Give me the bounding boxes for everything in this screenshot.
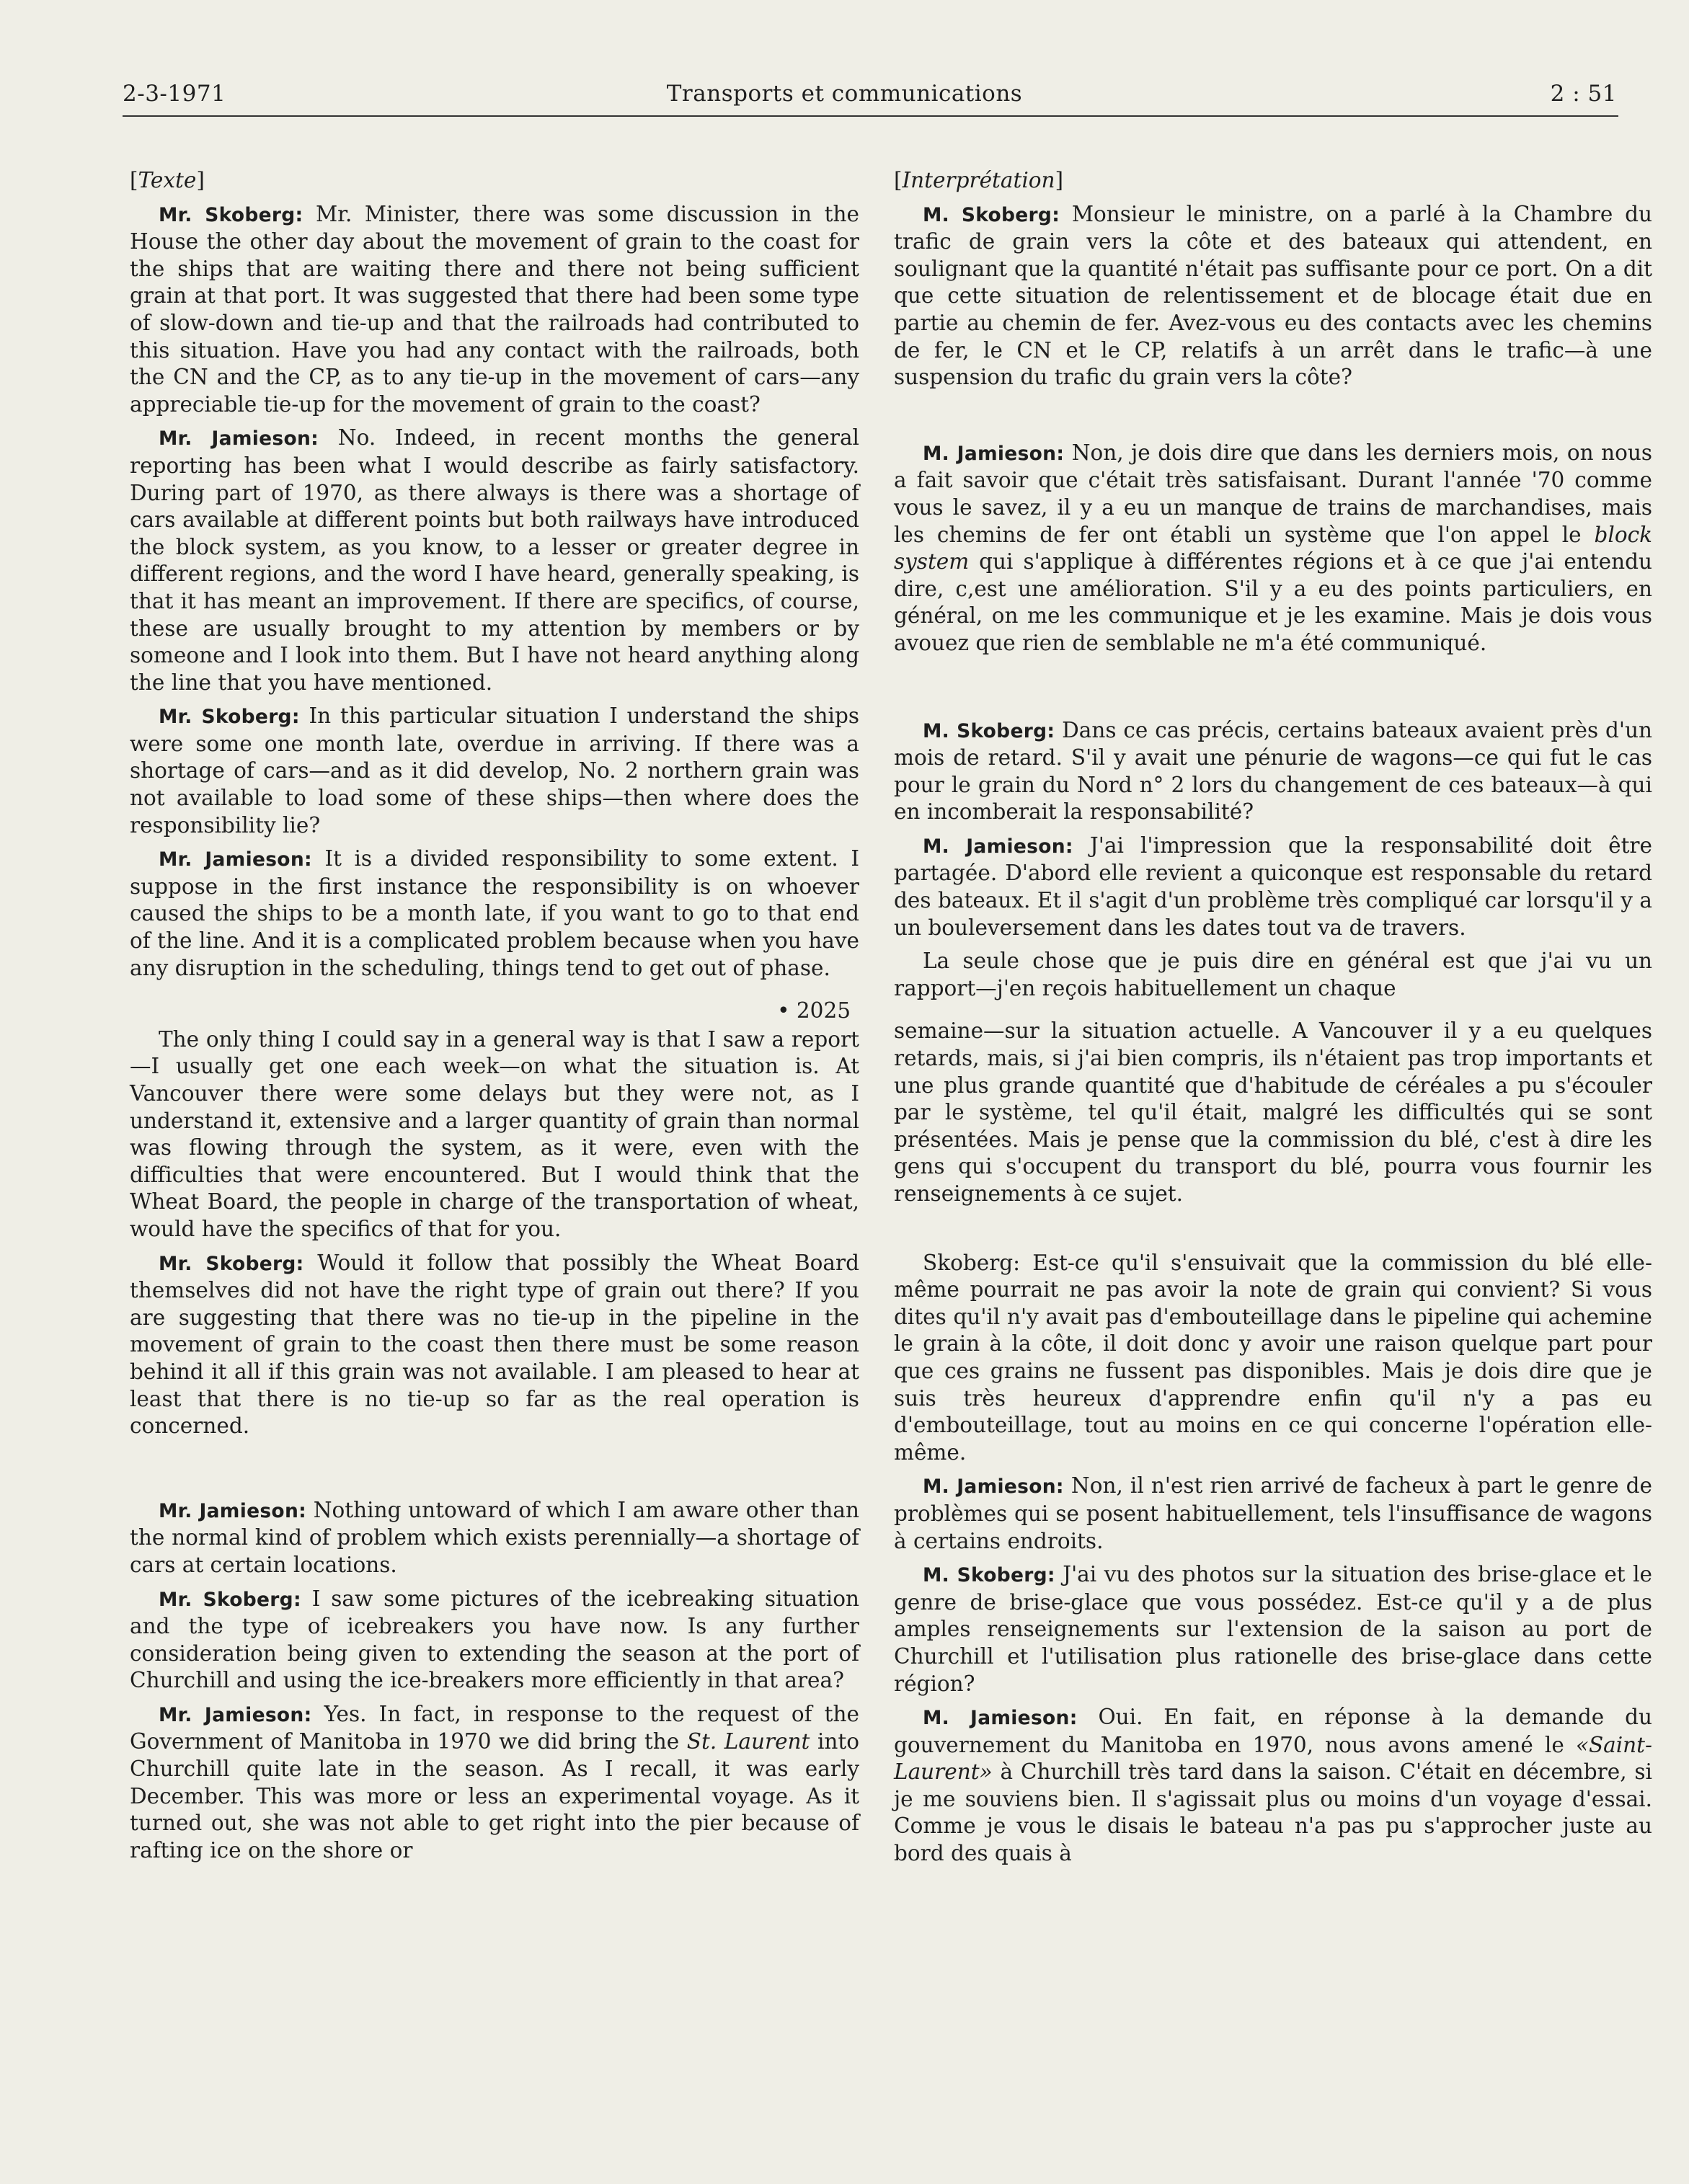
paragraph: La seule chose que je puis dire en général est que j'ai vu un rapport—j'en reçois habituellement un chaque bbox=[894, 949, 1652, 1000]
speaker-name: M. Jamieson: bbox=[923, 1475, 1064, 1499]
section-tag: [Interprétation] bbox=[894, 168, 1064, 192]
paragraph: Mr. Skoberg: Mr. Minister, there was some discussion in the House the other day about the movement of grain to the coast for the ships that are waiting there and there not being sufficient grain at that port. It was suggested that there had been some type of slow-down and tie-up and that the railroads had contributed to this situation. Have you had any contact with the railroads, both the CN and the CP, as to any tie-up in the movement of cars—any appreciable tie-up for the movement of grain to the coast? bbox=[130, 201, 859, 417]
speaker-name: M. Jamieson: bbox=[923, 1707, 1078, 1730]
header-page-number: 2 : 51 bbox=[1550, 81, 1617, 107]
paragraph: Mr. Skoberg: I saw some pictures of the icebreaking situation and the type of icebreakers you have now. Is any further consideration being given to extending the season at the port of Churchill and using the ice-breakers more efficiently in that area? bbox=[130, 1586, 859, 1693]
paragraph: M. Jamieson: J'ai l'impression que la responsabilité doit être partagée. D'abord elle revient a quiconque est responsable du retard des bateaux. Et il s'agit d'un problème très compliqué car lorsqu'il y a un bouleversement dans les dates tout va de travers. bbox=[894, 833, 1652, 940]
speaker-name: Mr. Jamieson: bbox=[159, 1499, 307, 1522]
paragraph: Mr. Skoberg: Would it follow that possibly the Wheat Board themselves did not have the right type of grain out there? If you are suggesting that there was no tie-up in the pipeline in the movement of grain to the coast then there must be some reason behind it all if this grain was not available. I am pleased to hear at least that there is no tie-up so far as the real operation is concerned. bbox=[130, 1250, 859, 1439]
header-rule bbox=[123, 115, 1618, 117]
section-tag: [Texte] bbox=[130, 168, 205, 192]
speaker-name: Mr. Skoberg: bbox=[159, 203, 303, 226]
speaker-name: Mr. Skoberg: bbox=[159, 1252, 304, 1275]
speaker-name: Mr. Jamieson: bbox=[159, 427, 319, 450]
header-date: 2-3-1971 bbox=[123, 81, 226, 107]
paragraph: Mr. Skoberg: In this particular situation I understand the ships were some one month late, overdue in arriving. If there was a shortage of cars—and as it did develop, No. 2 northern grain was not available to load some of these ships—then where does the responsibility lie? bbox=[130, 703, 859, 838]
speaker-name: M. Jamieson: bbox=[923, 835, 1073, 858]
paragraph: M. Jamieson: Non, il n'est rien arrivé de facheux à part le genre de problèmes qui se posent habituellement, tels l'insuffisance de wagons à certains endroits. bbox=[894, 1473, 1652, 1553]
speaker-name: Mr. Skoberg: bbox=[159, 1588, 301, 1611]
paragraph: semaine—sur la situation actuelle. A Vancouver il y a eu quelques retards, mais, si j'ai bien compris, ils n'étaient pas trop importants et une plus grande quantité que d'habitude de céréales a pu s'écouler par le système, tel qu'il était, malgré les difficultés qui se sont présentées. Mais je pense que la commission du blé, c'est à dire les gens qui s'occupent du transport du blé, pourra vous fournir les renseignements à ce sujet. bbox=[894, 1018, 1652, 1206]
english-column bbox=[130, 167, 859, 1864]
paragraph: Mr. Jamieson: Nothing untoward of which I am aware other than the normal kind of problem which exists perennially—a shortage of cars at certain locations. bbox=[130, 1497, 859, 1577]
paragraph: The only thing I could say in a general way is that I saw a report—I usually get one each week—on what the situation is. At Vancouver there were some delays but they were not, as I understand it, extensive and a larger quantity of grain than normal was flowing through the system, as it were, even with the difficulties that were encountered. But I would think that the Wheat Board, the people in charge of the transportation of wheat, would have the specifics of that for you. bbox=[130, 1026, 859, 1241]
paragraph: Mr. Jamieson: It is a divided responsibility to some extent. I suppose in the first instance the responsibility is on whoever caused the ships to be a month late, if you want to go to that end of the line. And it is a complicated problem because when you have any disruption in the scheduling, things tend to get out of phase. bbox=[130, 846, 859, 980]
paragraph: M. Skoberg: Dans ce cas précis, certains bateaux avaient près d'un mois de retard. S'il y avait une pénurie de wagons—ce qui fut le cas pour le grain du Nord n° 2 lors du changement de ces bateaux—à qui en incomberait la responsabilité? bbox=[894, 717, 1652, 825]
header-title: Transports et communications bbox=[666, 81, 1023, 107]
paragraph: Mr. Jamieson: Yes. In fact, in response to the request of the Government of Manitoba in 1970 we did bring the St. Laurent into Churchill quite late in the season. As I recall, it was early December. This was more or less an experimental voyage. As it turned out, she was not able to get right into the pier because of rafting ice on the shore or bbox=[130, 1701, 859, 1863]
speaker-name: M. Skoberg: bbox=[923, 1564, 1055, 1587]
speaker-name: Mr. Skoberg: bbox=[159, 706, 300, 729]
paragraph: M. Jamieson: Oui. En fait, en réponse à la demande du gouvernement du Manitoba en 1970, nous avons amené le «Saint-Laurent» à Churchill très tard dans la saison. C'était en décembre, si je me souviens bien. Il s'agissait plus ou moins d'un voyage d'essai. Comme je vous le disais le bateau n'a pas pu s'approcher juste au bord des quais à bbox=[894, 1705, 1652, 1866]
french-column bbox=[894, 167, 1652, 1868]
paragraph: M. Skoberg: J'ai vu des photos sur la situation des brise-glace et le genre de brise-glace que vous possédez. Est-ce qu'il y a de plus amples renseignements sur l'extension de la saison au port de Churchill et l'utilisation plus rationelle des brise-glace dans cette région? bbox=[894, 1562, 1652, 1696]
speaker-name: Mr. Jamieson: bbox=[159, 1703, 312, 1726]
speaker-name: M. Skoberg: bbox=[923, 719, 1055, 742]
speaker-name: Mr. Jamieson: bbox=[159, 848, 312, 871]
paragraph: M. Skoberg: Monsieur le ministre, on a parlé à la Chambre du trafic de grain vers la côte et des bateaux qui attendent, en soulignant que la quantité n'était pas suffisante pour ce port. On a dit que cette situation de relentissement et de blocage était due en partie au chemin de fer. Avez-vous eu des contacts avec les chemins de fer, le CN et le CP, relatifs à un arrêt dans le trafic—à une suspension du trafic du grain vers la côte? bbox=[894, 201, 1652, 390]
time-marker: • 2025 bbox=[777, 998, 851, 1024]
speaker-name: M. Skoberg: bbox=[923, 203, 1060, 226]
speaker-name: M. Jamieson: bbox=[923, 442, 1065, 465]
paragraph: Mr. Jamieson: No. Indeed, in recent months the general reporting has been what I would describe as fairly satisfactory. During part of 1970, as there always is there was a shortage of cars available at different points but both railways have introduced the block system, as you know, to a lesser or greater degree in different regions, and the word I have heard, generally speaking, is that it has meant an improvement. If there are specifics, of course, these are usually brought to my attention by members or by someone and I look into them. But I have not heard anything along the line that you have mentioned. bbox=[130, 425, 859, 695]
paragraph: M. Jamieson: Non, je dois dire que dans les derniers mois, on nous a fait savoir que c'était très satisfaisant. Durant l'année '70 comme vous le savez, il y a eu un manque de trains de marchandises, mais les chemins de fer ont établi un système que l'on appel le block system qui s'applique à différentes régions et à ce que j'ai entendu dire, c,est une amélioration. S'il y a eu des points particuliers, en général, on me les communique et je les examine. Mais je dois vous avouez que rien de semblable ne m'a été communiqué. bbox=[894, 440, 1652, 655]
paragraph: Skoberg: Est-ce qu'il s'ensuivait que la commission du blé elle-même pourrait ne pas avoir la note de grain qui convient? Si vous dites qu'il n'y avait pas d'embouteillage dans le pipeline qui achemine le grain à la côte, il doit donc y avoir une raison quelque part pour que ces grains ne fussent pas disponibles. Mais je dois dire que je suis très heureux d'apprendre enfin qu'il n'y a pas eu d'embouteillage, tout au moins en ce qui concerne l'opération elle-même. bbox=[894, 1250, 1652, 1465]
